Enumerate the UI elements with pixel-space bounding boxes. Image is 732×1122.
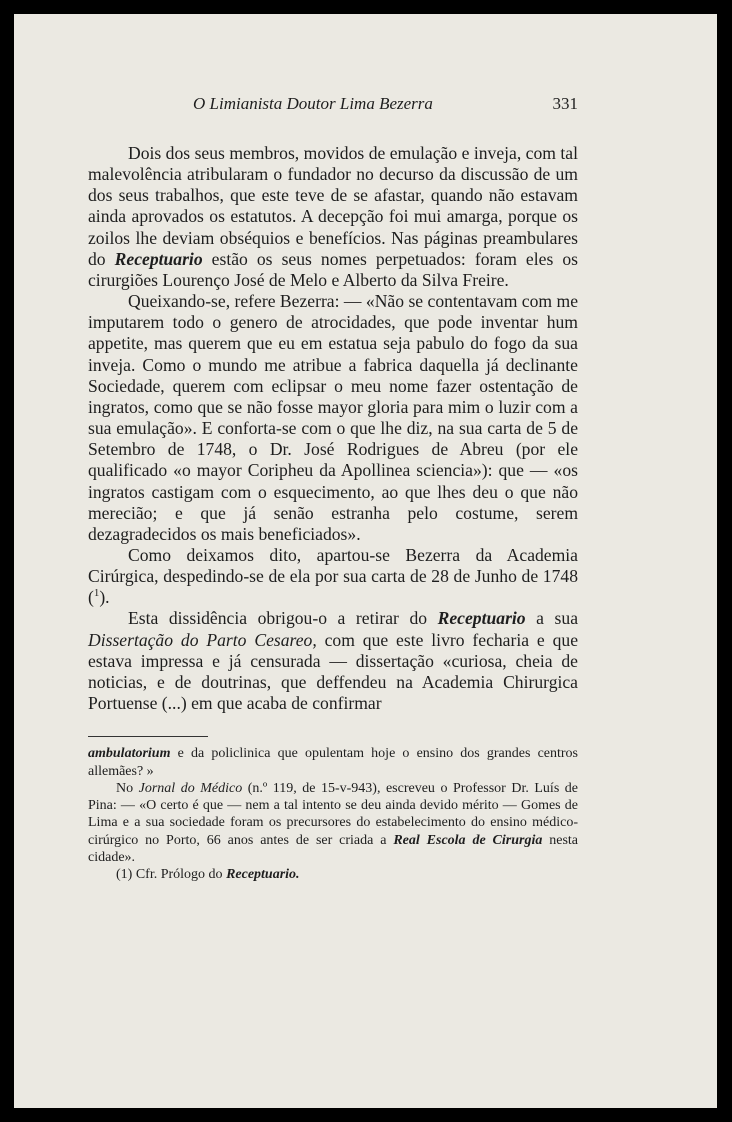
p3-text: Como deixamos dito, apartou-se Bezerra da Academia Cirúrgica, despedindo-se de ela por sua carta de 28 de Junho de 1748 ( [88,544,578,608]
fn1-text-c: nesta cidade». [88,832,578,865]
p4-text-a: Esta dissidência obrigou-o a retirar do [128,608,438,629]
fn1-text-b: (n.º 119, de 15-v-943), escreveu o Professor Dr. Luís de Pina: — «O certo é que — nem a tal intento se deu ainda devido mérito — Gomes de Lima e a sua sociedade foram os precursores do estabelecimento do ensino médico-cirúrgico no Porto, 66 anos antes de ser criada a [88,780,578,848]
paragraph-2 [88,291,578,545]
fn2-book-title: Receptuario. [226,867,300,883]
p4-text-c: com que este livro fecharia e que estava impressa e já censurada — dissertação «curiosa, cheia de noticias, e de doutrinas, que deffendeu na Academia Chirurgica Portuense (...) em que acaba de confirmar [88,629,579,714]
footnote-1 [88,866,578,883]
paragraph-1 [88,143,578,291]
p1-text-end: estão os seus nomes perpetuados: foram eles os cirurgiões Lourenço José de Melo e Alberto da Silva Freire. [88,248,578,290]
running-head [88,94,578,120]
footnote-jornal [88,780,578,866]
p4-book-title-2: Dissertação do Parto Cesareo, [88,629,317,650]
fn1-school: Real Escola de Cirurgia [393,832,543,848]
p1-text: Dois dos seus membros, movidos de emulação e inveja, com tal malevolência atribularam o fundador no decurso da discussão de um dos seus trabalhos, que este teve de se afastar, quando não estavam ainda aprovados os estatutos. A decepção foi mui amarga, porque os zoilos lhe deviam obséquios e benefícios. Nas páginas preambulares do [88,143,578,269]
text-block [88,94,578,884]
fn2-ref: (1) [116,867,133,883]
footnote-ref: 1 [93,587,100,600]
fn2-text: Cfr. Prólogo do [132,867,227,883]
paragraph-3 [88,545,578,608]
book-page [14,14,717,1108]
footnote-continued [88,745,578,780]
paragraph-4 [88,608,578,714]
p4-text-b: a sua [525,608,579,629]
footnotes [88,745,578,883]
fn1-text-a: No [116,780,139,796]
p1-book-title: Receptuario [114,248,203,269]
footnote-divider [88,736,208,737]
p4-book-title-1: Receptuario [437,608,526,629]
fn0-text: e da policlinica que opulentam hoje o ensino dos grandes centros allemães? » [88,746,578,779]
p3-text-end: ). [99,587,110,608]
page-number: 331 [552,94,578,113]
p2-text: Queixando-se, refere Bezerra: — «Não se contentavam com me imputarem todo o genero de atrocidades, que pode inventar hum appetite, mas querem que eu em estatua seja pabulo do fogo da sua inveja. Como o mundo me atribue a fabrica daquella já declinante Sociedade, querem com eclipsar o meu nome fazer ostentação de ingratos, como que se não fosse mayor gloria para mim o luzir com a sua emulação». E conforta-se com o que lhe diz, na sua carta de 5 de Setembro de 1748, o Dr. José Rodrigues de Abreu (por ele qualificado «o mayor Coripheu da Apollinea sciencia»): que — «os ingratos castigam com o esquecimento, ao que lhes deu o que não merecião; e que já senão estranha pelo costume, serem dezagradecidos os mais beneficiados». [88,291,578,544]
fn0-term: ambulatorium [88,746,171,762]
running-title: O Limianista Doutor Lima Bezerra [193,94,433,113]
body-text [88,143,578,714]
fn1-journal: Jornal do Médico [138,780,243,796]
